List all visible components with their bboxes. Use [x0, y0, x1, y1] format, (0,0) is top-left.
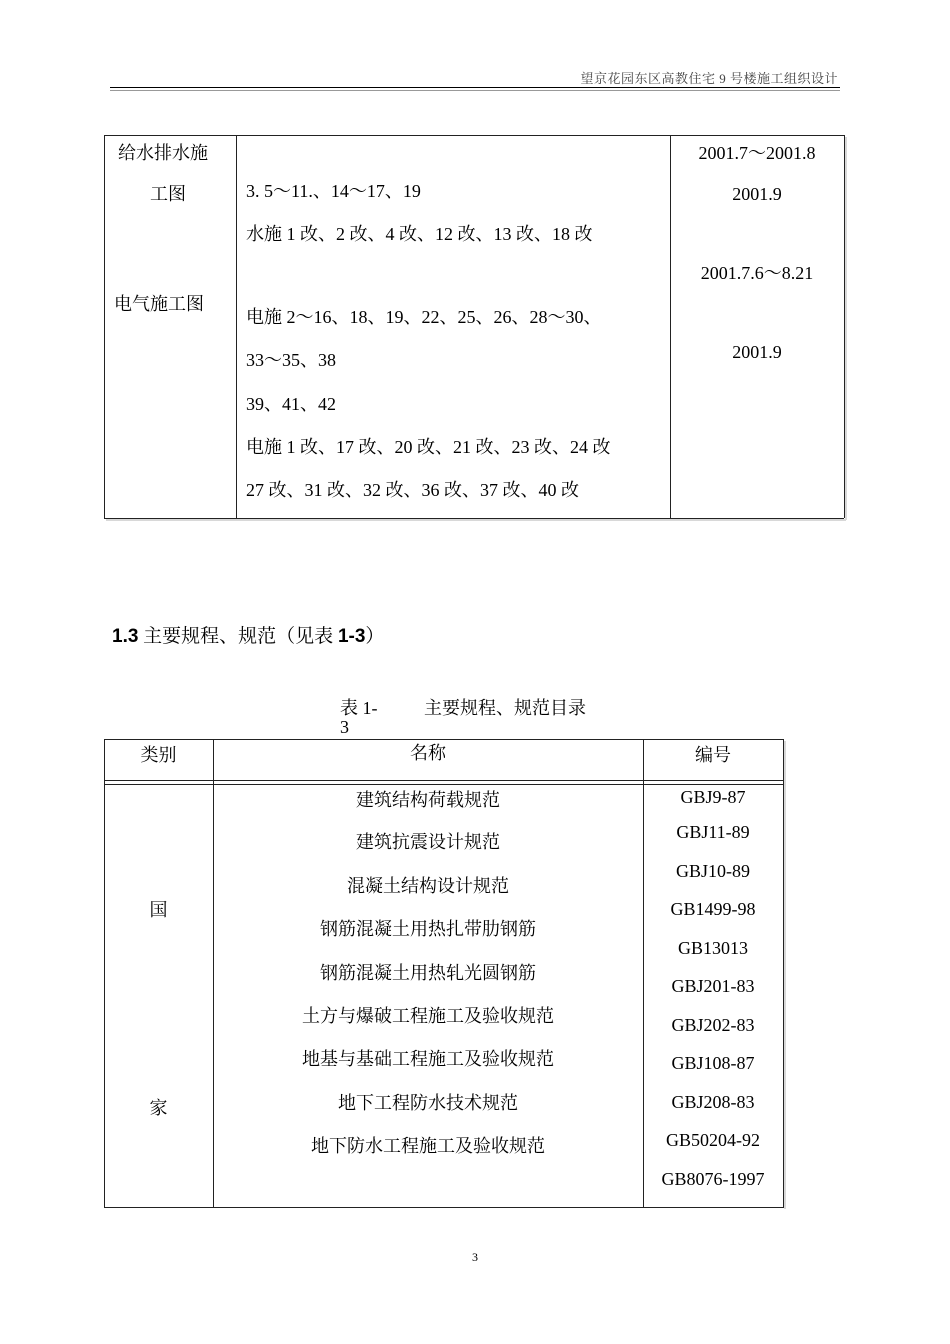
- standard-code: GB50204-92: [666, 1130, 760, 1150]
- drawing-item: 33～35、38: [246, 350, 336, 370]
- header-row-divider: [104, 780, 784, 781]
- section-table-ref: 1-3: [337, 626, 366, 647]
- section-heading: [112, 621, 384, 648]
- table-caption-number: 表 1-: [340, 698, 378, 718]
- drawing-date: 2001.7～2001.8: [698, 143, 816, 163]
- page-header-title: 望京花园东区高教住宅 9 号楼施工组织设计: [580, 71, 838, 86]
- category-plumbing-line2: 工图: [150, 184, 186, 204]
- standard-code: GBJ208-83: [671, 1092, 755, 1112]
- standard-name: 地基与基础工程施工及验收规范: [302, 1049, 554, 1069]
- standard-code: GBJ11-89: [676, 822, 750, 842]
- table-border-top: [104, 739, 784, 740]
- table-caption-number-suffix: 3: [340, 717, 349, 737]
- category-char: 国: [149, 900, 168, 920]
- drawing-date: 2001.7.6～8.21: [700, 263, 814, 283]
- standard-code: GBJ10-89: [675, 861, 750, 881]
- table-border-left: [104, 135, 105, 518]
- standard-name: 土方与爆破工程施工及验收规范: [302, 1006, 554, 1026]
- standard-code: GBJ108-87: [671, 1053, 755, 1073]
- column-header-name: 名称: [410, 743, 446, 763]
- header-rule-thin: [110, 90, 840, 91]
- column-header-code: 编号: [695, 745, 731, 765]
- category-electrical: 电气施工图: [114, 294, 204, 314]
- section-title-close: ）: [365, 626, 385, 647]
- standard-name: 地下工程防水技术规范: [338, 1093, 518, 1113]
- standard-code: GB1499-98: [670, 899, 756, 919]
- section-number: 1.3: [112, 626, 139, 647]
- table-border-left: [104, 739, 105, 1207]
- drawing-date: 2001.9: [732, 342, 782, 362]
- table-caption-title: 主要规程、规范目录: [424, 698, 586, 718]
- drawing-date: 2001.9: [732, 184, 782, 204]
- standard-code: GB13013: [677, 938, 748, 958]
- standard-name: 地下防水工程施工及验收规范: [311, 1136, 545, 1156]
- column-header-category: 类别: [140, 745, 177, 765]
- standard-name: 钢筋混凝土用热轧光圆钢筋: [320, 963, 536, 983]
- table-shadow-bottom: [106, 519, 846, 521]
- standard-name: 建筑抗震设计规范: [356, 832, 500, 852]
- table-col-divider-1: [236, 135, 237, 518]
- drawing-item: 3. 5～11.、14～17、19: [246, 181, 421, 201]
- header-rule: [110, 87, 840, 88]
- standard-code: GBJ9-87: [680, 787, 746, 807]
- table-shadow-right: [845, 137, 847, 520]
- section-title: 主要规程、规范（见表: [138, 626, 338, 647]
- header-row-divider-double: [104, 784, 784, 785]
- category-char: 家: [149, 1098, 168, 1118]
- table-shadow-right: [784, 741, 786, 1209]
- drawing-item: 电施 1 改、17 改、20 改、21 改、23 改、24 改: [246, 437, 611, 457]
- drawing-item: 27 改、31 改、32 改、36 改、37 改、40 改: [246, 480, 579, 500]
- standard-code: GBJ201-83: [671, 976, 755, 996]
- page-number: 3: [472, 1250, 478, 1264]
- standard-code: GBJ202-83: [671, 1015, 755, 1035]
- standard-name: 建筑结构荷载规范: [356, 790, 500, 810]
- table-border-top: [104, 135, 844, 136]
- category-plumbing-line1: 给水排水施: [118, 143, 208, 163]
- table-border-bottom: [104, 1207, 784, 1208]
- drawing-item: 电施 2～16、18、19、22、25、26、28～30、: [246, 307, 602, 327]
- drawing-item: 39、41、42: [246, 394, 336, 414]
- standard-code: GB8076-1997: [661, 1169, 765, 1189]
- standard-name: 混凝土结构设计规范: [347, 876, 509, 896]
- drawing-item: 水施 1 改、2 改、4 改、12 改、13 改、18 改: [246, 224, 593, 244]
- standard-name: 钢筋混凝土用热扎带肋钢筋: [320, 919, 536, 939]
